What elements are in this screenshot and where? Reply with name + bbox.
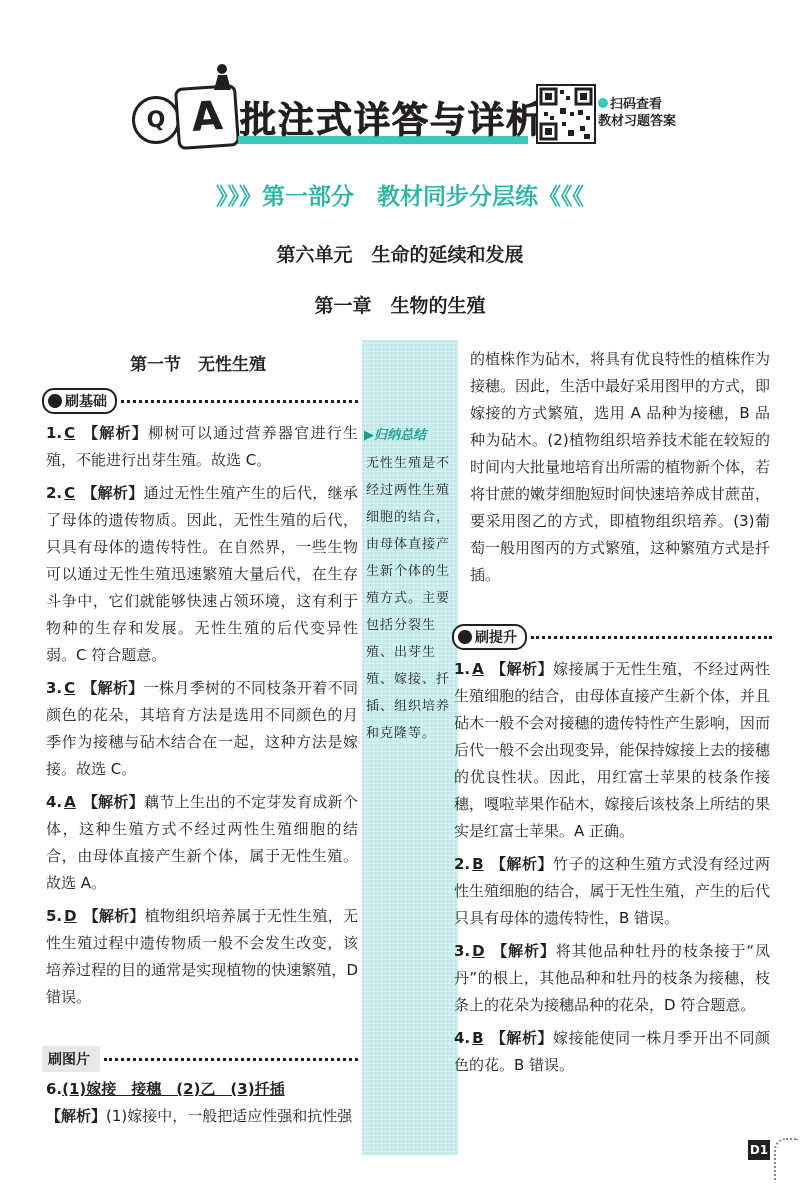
answer-item: 4. A 【解析】藕节上生出的不定芽发育成新个体，这种生殖方式不经过两性生殖细胞的结合，由母体直接产生新个体，属于无性生殖。故选 A。 xyxy=(46,793,358,892)
page-corner xyxy=(774,1138,798,1180)
scan-icon xyxy=(598,98,608,108)
answer-item: 2. B 【解析】竹子的这种生殖方式没有经过两性生殖细胞的结合，属于无性生殖，产生的后代只具有母体的遗传特性，B 错误。 xyxy=(454,855,770,927)
answer-item: 2. C 【解析】通过无性生殖产生的后代，继承了母体的遗传物质。因此，无性生殖的后代，只具有母体的遗传特性。在自然界，一些生物可以通过无性生殖迅速繁殖大量后代，在生存斗争中，它们就能够快速占领环境，这有利于物种的生存和发展。无性生殖的后代变异性弱。C 符合题意。 xyxy=(46,484,358,664)
answer-item: 5. D 【解析】植物组织培养属于无性生殖，无性生殖过程中遗传物质一般不会发生改变，该培养过程的目的通常是实现植物的快速繁殖，D 错误。 xyxy=(46,907,358,1006)
banner-picture xyxy=(42,1046,358,1072)
header-title: 批注式详答与详析 xyxy=(240,100,545,141)
qr-note-line2: 教材习题答案 xyxy=(598,114,677,129)
banner-basic xyxy=(42,388,358,414)
qr-note-line1: 扫码查看 xyxy=(610,97,663,112)
q6-block xyxy=(46,1076,358,1130)
banner-advanced-label: 刷提升 xyxy=(475,630,517,646)
left-answers xyxy=(46,420,358,1011)
q6-explanation-left: 【解析】(1)嫁接中，一般把适应性强和抗性强 xyxy=(46,1107,353,1125)
banner-picture-label: 刷图片 xyxy=(42,1046,100,1072)
brush-icon xyxy=(458,630,472,644)
qa-a-badge: A xyxy=(174,84,240,150)
chapter-title: 第一章 生物的生殖 xyxy=(314,295,486,317)
qa-q-badge: Q xyxy=(132,96,180,144)
answer-item: 3. D 【解析】将其他品种牡丹的枝条接于“凤丹”的根上，其他品种和牡丹的枝条为接穗，枝条上的花朵为接穗品种的花朵，D 符合题意。 xyxy=(454,942,770,1014)
answer-item: 4. B 【解析】嫁接能使同一株月季开出不同颜色的花。B 错误。 xyxy=(454,1029,770,1074)
answer-item: 1. C 【解析】柳树可以通过营养器官进行生殖，不能进行出芽生殖。故选 C。 xyxy=(46,424,358,469)
banner-basic-label: 刷基础 xyxy=(65,394,107,410)
answer-item: 1. A 【解析】嫁接属于无性生殖，不经过两性生殖细胞的结合，由母体直接产生新个体，并且砧木一般不会对接穗的遗传特性产生影响，因而后代一般不会出现变异，能保持嫁接上去的接穗的优良性状。因此，用红富士苹果的枝条作接穗，嘎啦苹果作砧木，嫁接后该枝条上所结的果实是红富士苹果。A 正确。 xyxy=(454,660,770,840)
banner-advanced xyxy=(452,624,772,650)
part-title: 》》》第一部分 教材同步分层练《《《 xyxy=(216,184,584,210)
summary-label: ▶归纳总结 xyxy=(364,428,426,443)
reader-figure-icon xyxy=(200,62,240,92)
q6-explanation-right: 的植株作为砧木，将具有优良特性的植株作为接穗。因此，生活中最好采用图甲的方式，即嫁接的方式繁殖，选用 A 品种为接穗，B 品种为砧木。(2)植物组织培养技术能在较短的时间内大批量地培育出所需的植物新个体，若将甘蔗的嫩芽细胞短时间快速培养成甘蔗苗，要采用图乙的方式，即植物组织培养。(3)葡萄一般用图丙的方式繁殖，这种繁殖方式是扦插。 xyxy=(470,350,771,584)
summary-text: 无性生殖是不经过两性生殖细胞的结合，由母体直接产生新个体的生殖方式。主要包括分裂生殖、出芽生殖、嫁接、扦插、组织培养和克隆等。 xyxy=(366,456,451,741)
section-title: 第一节 无性生殖 xyxy=(130,355,266,375)
unit-title: 第六单元 生命的延续和发展 xyxy=(276,244,524,266)
qr-note xyxy=(598,96,676,130)
answer-item: 3. C 【解析】一株月季树的不同枝条开着不同颜色的花朵，其培育方法是选用不同颜色的月季作为接穗与砧木结合在一起，这种方法是嫁接。故选 C。 xyxy=(46,679,358,778)
page-number: D1 xyxy=(748,1140,770,1160)
right-answers xyxy=(454,656,770,1079)
q6-answer: 6.(1)嫁接 接穗 (2)乙 (3)扦插 xyxy=(46,1080,285,1098)
brush-icon xyxy=(48,394,62,408)
qr-code-icon[interactable] xyxy=(536,84,596,144)
